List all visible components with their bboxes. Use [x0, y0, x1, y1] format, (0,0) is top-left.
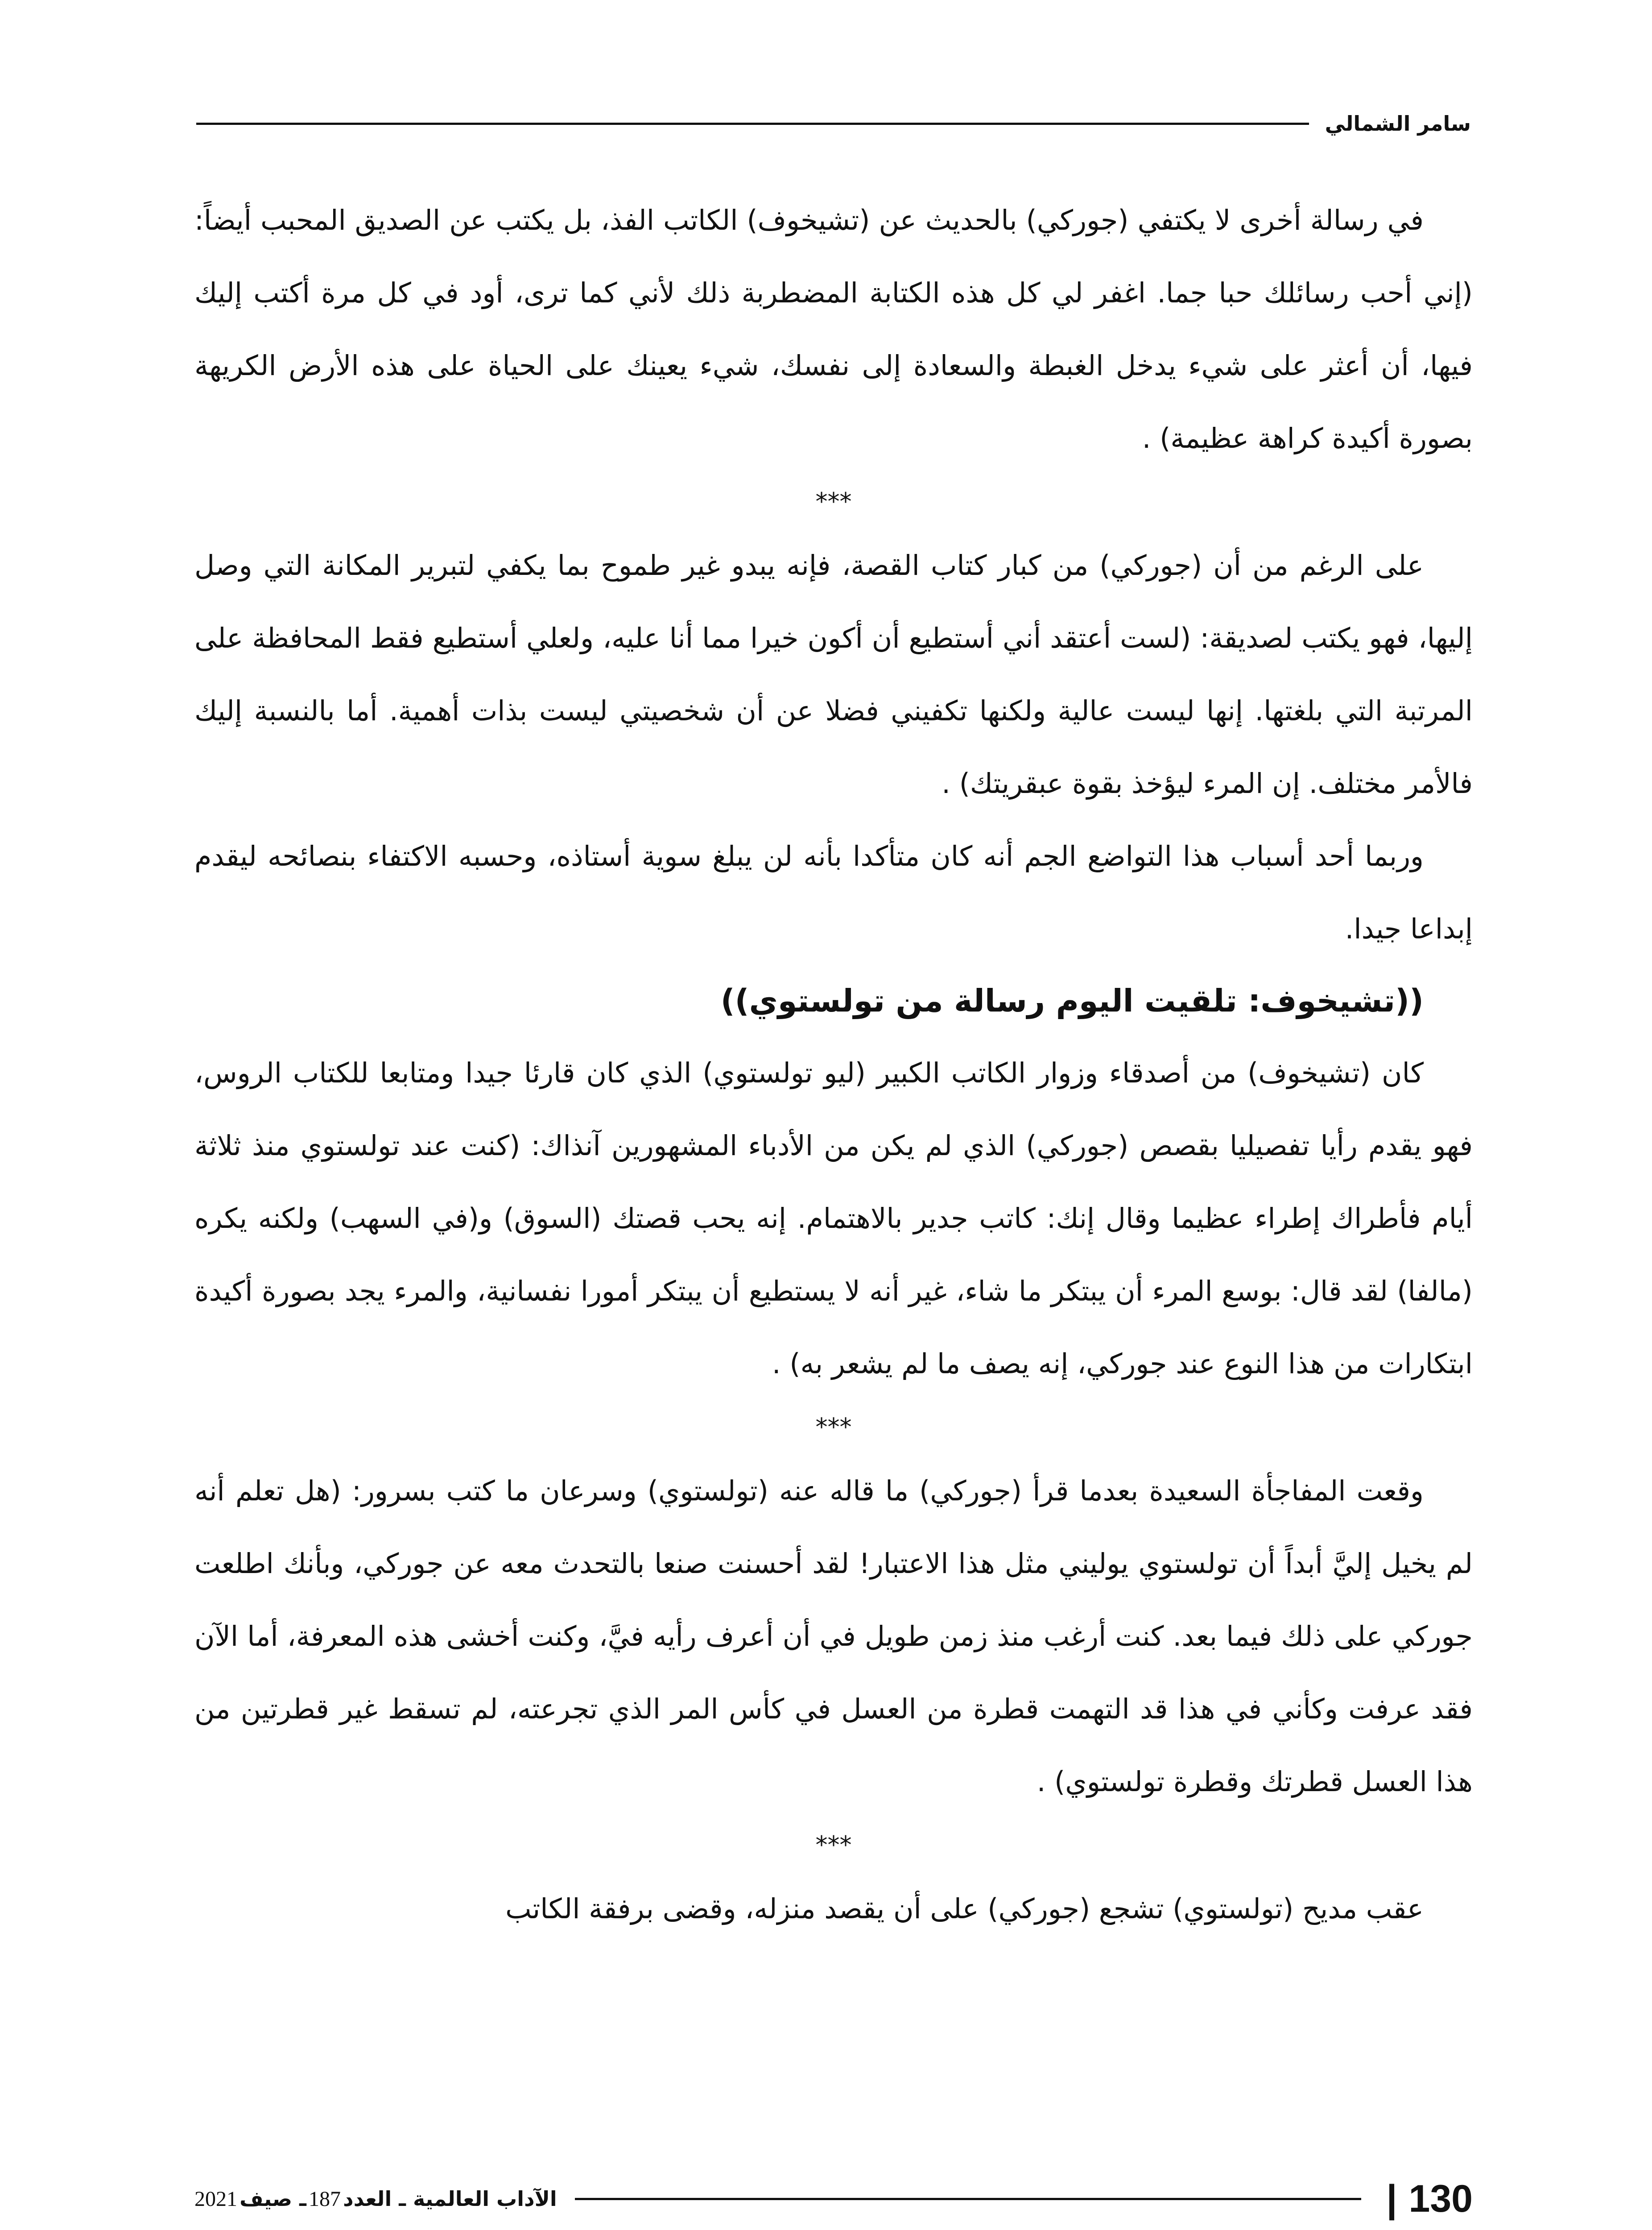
header-rule [196, 123, 1309, 125]
paragraph-6: عقب مديح (تولستوي) تشجع (جوركي) على أن يقصد منزله، وقضى برفقة الكاتب [505, 1892, 1424, 1925]
subheading: ((تشيخوف: تلقيت اليوم رسالة من تولستوي)) [720, 983, 1424, 1019]
issue-season: ـ صيف [240, 2187, 306, 2211]
author-name: سامر الشمالي [1325, 112, 1471, 136]
page-footer [194, 2176, 1473, 2221]
footer-rule [575, 2198, 1362, 2200]
issue-year: 2021 [194, 2187, 237, 2211]
paragraph-4: كان (تشيخوف) من أصدقاء وزوار الكاتب الكبير (ليو تولستوي) الذي كان قارئا جيدا ومتابعا للكتاب الروس، فهو يقدم رأيا تفصيليا بقصص (جوركي) الذي لم يكن من الأدباء المشهورين آنذاك: (كنت عند تولستوي منذ ثلاثة أيام فأطراك إطراء عظيما وقال إنك: كاتب جدير بالاهتمام. إنه يحب قصتك (السوق) و(في السهب) ولكنه يكره (مالفا) لقد قال: بوسع المرء أن يبتكر ما شاء، غير أنه لا يستطيع أن يبتكر أمورا نفسانية، والمرء يجد بصورة أكيدة ابتكارات من هذا النوع عند جوركي، إنه يصف ما لم يشعر به) . [194, 1057, 1473, 1380]
paragraph-5: وقعت المفاجأة السعيدة بعدما قرأ (جوركي) ما قاله عنه (تولستوي) وسرعان ما كتب بسرور: (هل تعلم أنه لم يخيل إليَّ أبداً أن تولستوي يوليني مثل هذا الاعتبار! لقد أحسنت صنعا بالتحدث معه عن جوركي، وبأنك اطلعت جوركي على ذلك فيما بعد. كنت أرغب منذ زمن طويل في أن أعرف رأيه فيَّ، وكنت أخشى هذه المعرفة، أما الآن فقد عرفت وكأني في هذا قد التهمت قطرة من العسل في كأس المر الذي تجرعته، لم تسقط غير قطرتين من هذا العسل قطرتك وقطرة تولستوي) . [194, 1474, 1473, 1798]
section-separator-1: *** [815, 487, 852, 516]
section-separator-3: *** [815, 1831, 852, 1859]
page-number: 130 [1408, 2177, 1473, 2220]
article-body [194, 184, 1473, 1945]
journal-name: الآداب العالمية ـ العدد [343, 2187, 557, 2211]
paragraph-1: في رسالة أخرى لا يكتفي (جوركي) بالحديث عن (تشيخوف) الكاتب الفذ، بل يكتب عن الصديق المحبب أيضاً: (إني أحب رسائلك حبا جما. اغفر لي كل هذه الكتابة المضطربة ذلك لأني كما ترى، أود في كل مرة أكتب إليك فيها، أن أعثر على شيء يدخل الغبطة والسعادة إلى نفسك، شيء يعينك على الحياة على هذه الأرض الكريهة بصورة أكيدة كراهة عظيمة) . [194, 204, 1473, 454]
issue-number: 187 [308, 2187, 341, 2211]
page-number-divider: | [1386, 2177, 1397, 2220]
section-separator-2: *** [815, 1413, 852, 1441]
running-header [196, 108, 1471, 139]
paragraph-3: وربما أحد أسباب هذا التواضع الجم أنه كان متأكدا بأنه لن يبلغ سوية أستاذه، وحسبه الاكتفاء بنصائحه ليقدم إبداعا جيدا. [194, 840, 1473, 945]
paragraph-2: على الرغم من أن (جوركي) من كبار كتاب القصة، فإنه يبدو غير طموح بما يكفي لتبرير المكانة التي وصل إليها، فهو يكتب لصديقة: (لست أعتقد أني أستطيع أن أكون خيرا مما أنا عليه، ولعلي أستطيع فقط المحافظة على المرتبة التي بلغتها. إنها ليست عالية ولكنها تكفيني فضلا عن أن شخصيتي ليست بذات أهمية. أما بالنسبة إليك فالأمر مختلف. إن المرء ليؤخذ بقوة عبقريتك) . [194, 549, 1473, 800]
